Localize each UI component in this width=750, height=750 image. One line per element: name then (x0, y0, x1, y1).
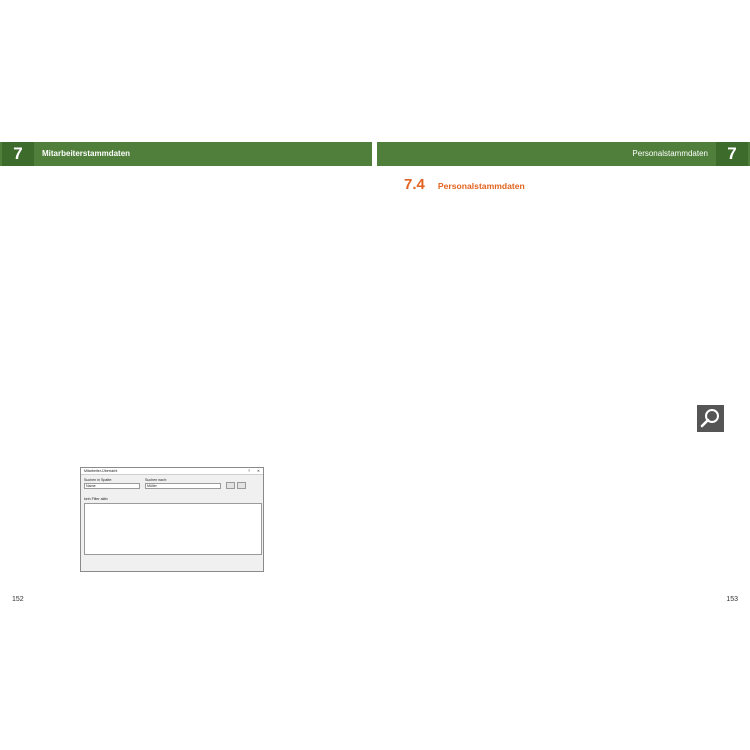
employee-overview-dialog (80, 467, 264, 572)
filter-status: kein Filter aktiv (84, 497, 108, 501)
magnifier-icon[interactable] (697, 405, 724, 432)
dialog-help-icon[interactable]: ? (248, 469, 250, 473)
section-number: 7.4 (404, 176, 425, 193)
running-head-left: Mitarbeiterstammdaten (42, 149, 131, 158)
search-term-label: Suchen nach: (145, 478, 167, 482)
chapter-bar-left (0, 142, 372, 166)
page-number-left: 152 (12, 596, 24, 603)
section-heading (404, 176, 525, 193)
chapter-number-right: 7 (716, 142, 748, 166)
chapter-number-left: 7 (2, 142, 34, 166)
search-column-select[interactable]: Name (84, 483, 140, 489)
dialog-title: Mitarbeiter-Übersicht (81, 468, 263, 475)
search-term-input[interactable]: Müller (145, 483, 221, 489)
print-button[interactable] (237, 482, 246, 489)
page-number-right: 153 (726, 596, 738, 603)
employee-table (84, 503, 262, 555)
section-title: Personalstammdaten (437, 181, 525, 191)
chapter-bar-right (377, 142, 750, 166)
refresh-button[interactable] (226, 482, 235, 489)
search-column-label: Suchen in Spalte: (84, 478, 113, 482)
running-head-right: Personalstammdaten (632, 149, 708, 158)
dialog-close-icon[interactable]: ✕ (256, 469, 260, 473)
